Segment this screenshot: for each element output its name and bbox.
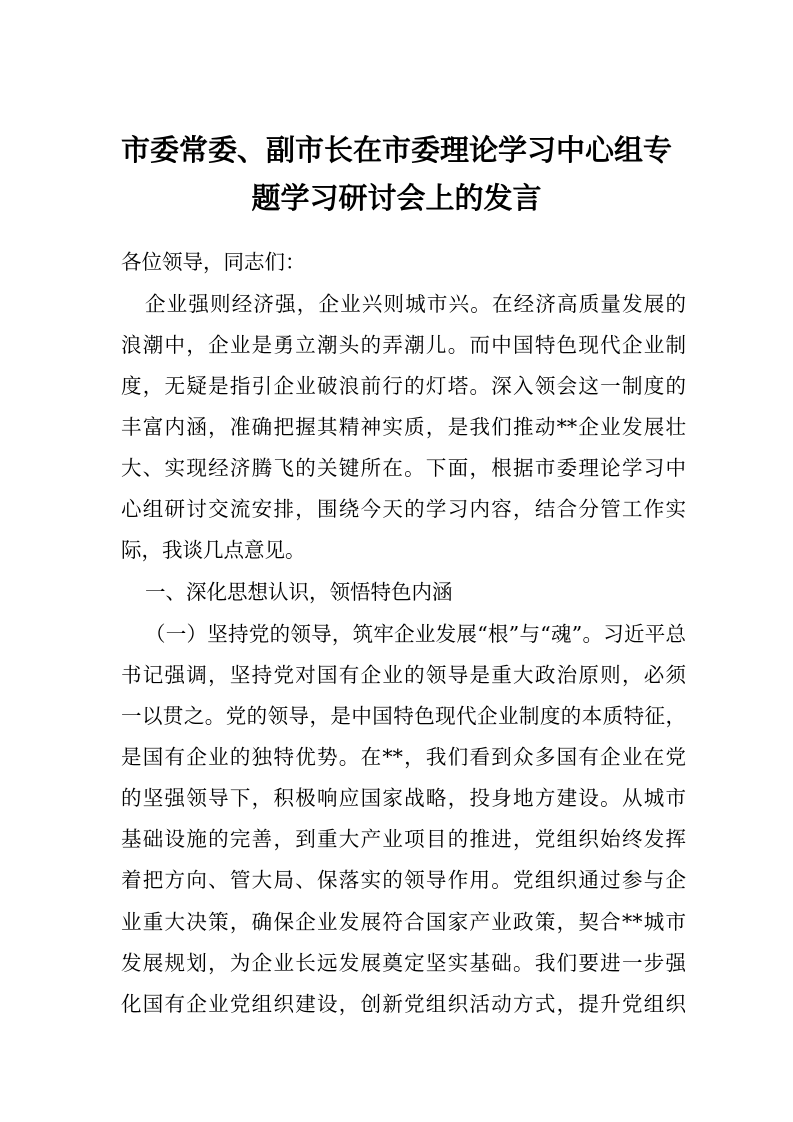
section-heading: 一、深化思想认识，领悟特色内涵	[145, 580, 453, 604]
paragraph-line: 书记强调，坚持党对国有企业的领导是重大政治原则，必须	[121, 663, 686, 687]
paragraph-line: 是国有企业的独特优势。在**，我们看到众多国有企业在党	[121, 745, 686, 769]
paragraph-line: 发展规划，为企业长远发展奠定坚实基础。我们要进一步强	[121, 951, 686, 975]
paragraph-line: 着把方向、管大局、保落实的领导作用。党组织通过参与企	[121, 868, 686, 892]
paragraph-line: 业重大决策，确保企业发展符合国家产业政策，契合**城市	[121, 910, 686, 934]
paragraph-line: 心组研讨交流安排，围绕今天的学习内容，结合分管工作实	[121, 497, 686, 521]
paragraph-line: 浪潮中，企业是勇立潮头的弄潮儿。而中国特色现代企业制	[121, 333, 686, 357]
paragraph-line: 化国有企业党组织建设，创新党组织活动方式，提升党组织	[121, 992, 686, 1016]
document-title-line-2: 题学习研讨会上的发言	[251, 181, 542, 215]
salutation: 各位领导，同志们：	[121, 250, 306, 274]
document-title-line-1: 市委常委、副市长在市委理论学习中心组专	[120, 133, 672, 167]
paragraph-line: 企业强则经济强，企业兴则城市兴。在经济高质量发展的	[145, 292, 686, 316]
paragraph-line: 大、实现经济腾飞的关键所在。下面，根据市委理论学习中	[121, 456, 686, 480]
paragraph-line: 际，我谈几点意见。	[121, 538, 306, 562]
paragraph-line: （一）坚持党的领导，筑牢企业发展“根”与“魂”。习近平总	[145, 622, 686, 646]
paragraph-line: 的坚强领导下，积极响应国家战略，投身地方建设。从城市	[121, 786, 686, 810]
paragraph-line: 丰富内涵，准确把握其精神实质，是我们推动**企业发展壮	[121, 415, 686, 439]
paragraph-line: 一以贯之。党的领导，是中国特色现代企业制度的本质特征，	[121, 704, 686, 728]
paragraph-line: 基础设施的完善，到重大产业项目的推进，党组织始终发挥	[121, 827, 686, 851]
paragraph-line: 度，无疑是指引企业破浪前行的灯塔。深入领会这一制度的	[121, 374, 686, 398]
